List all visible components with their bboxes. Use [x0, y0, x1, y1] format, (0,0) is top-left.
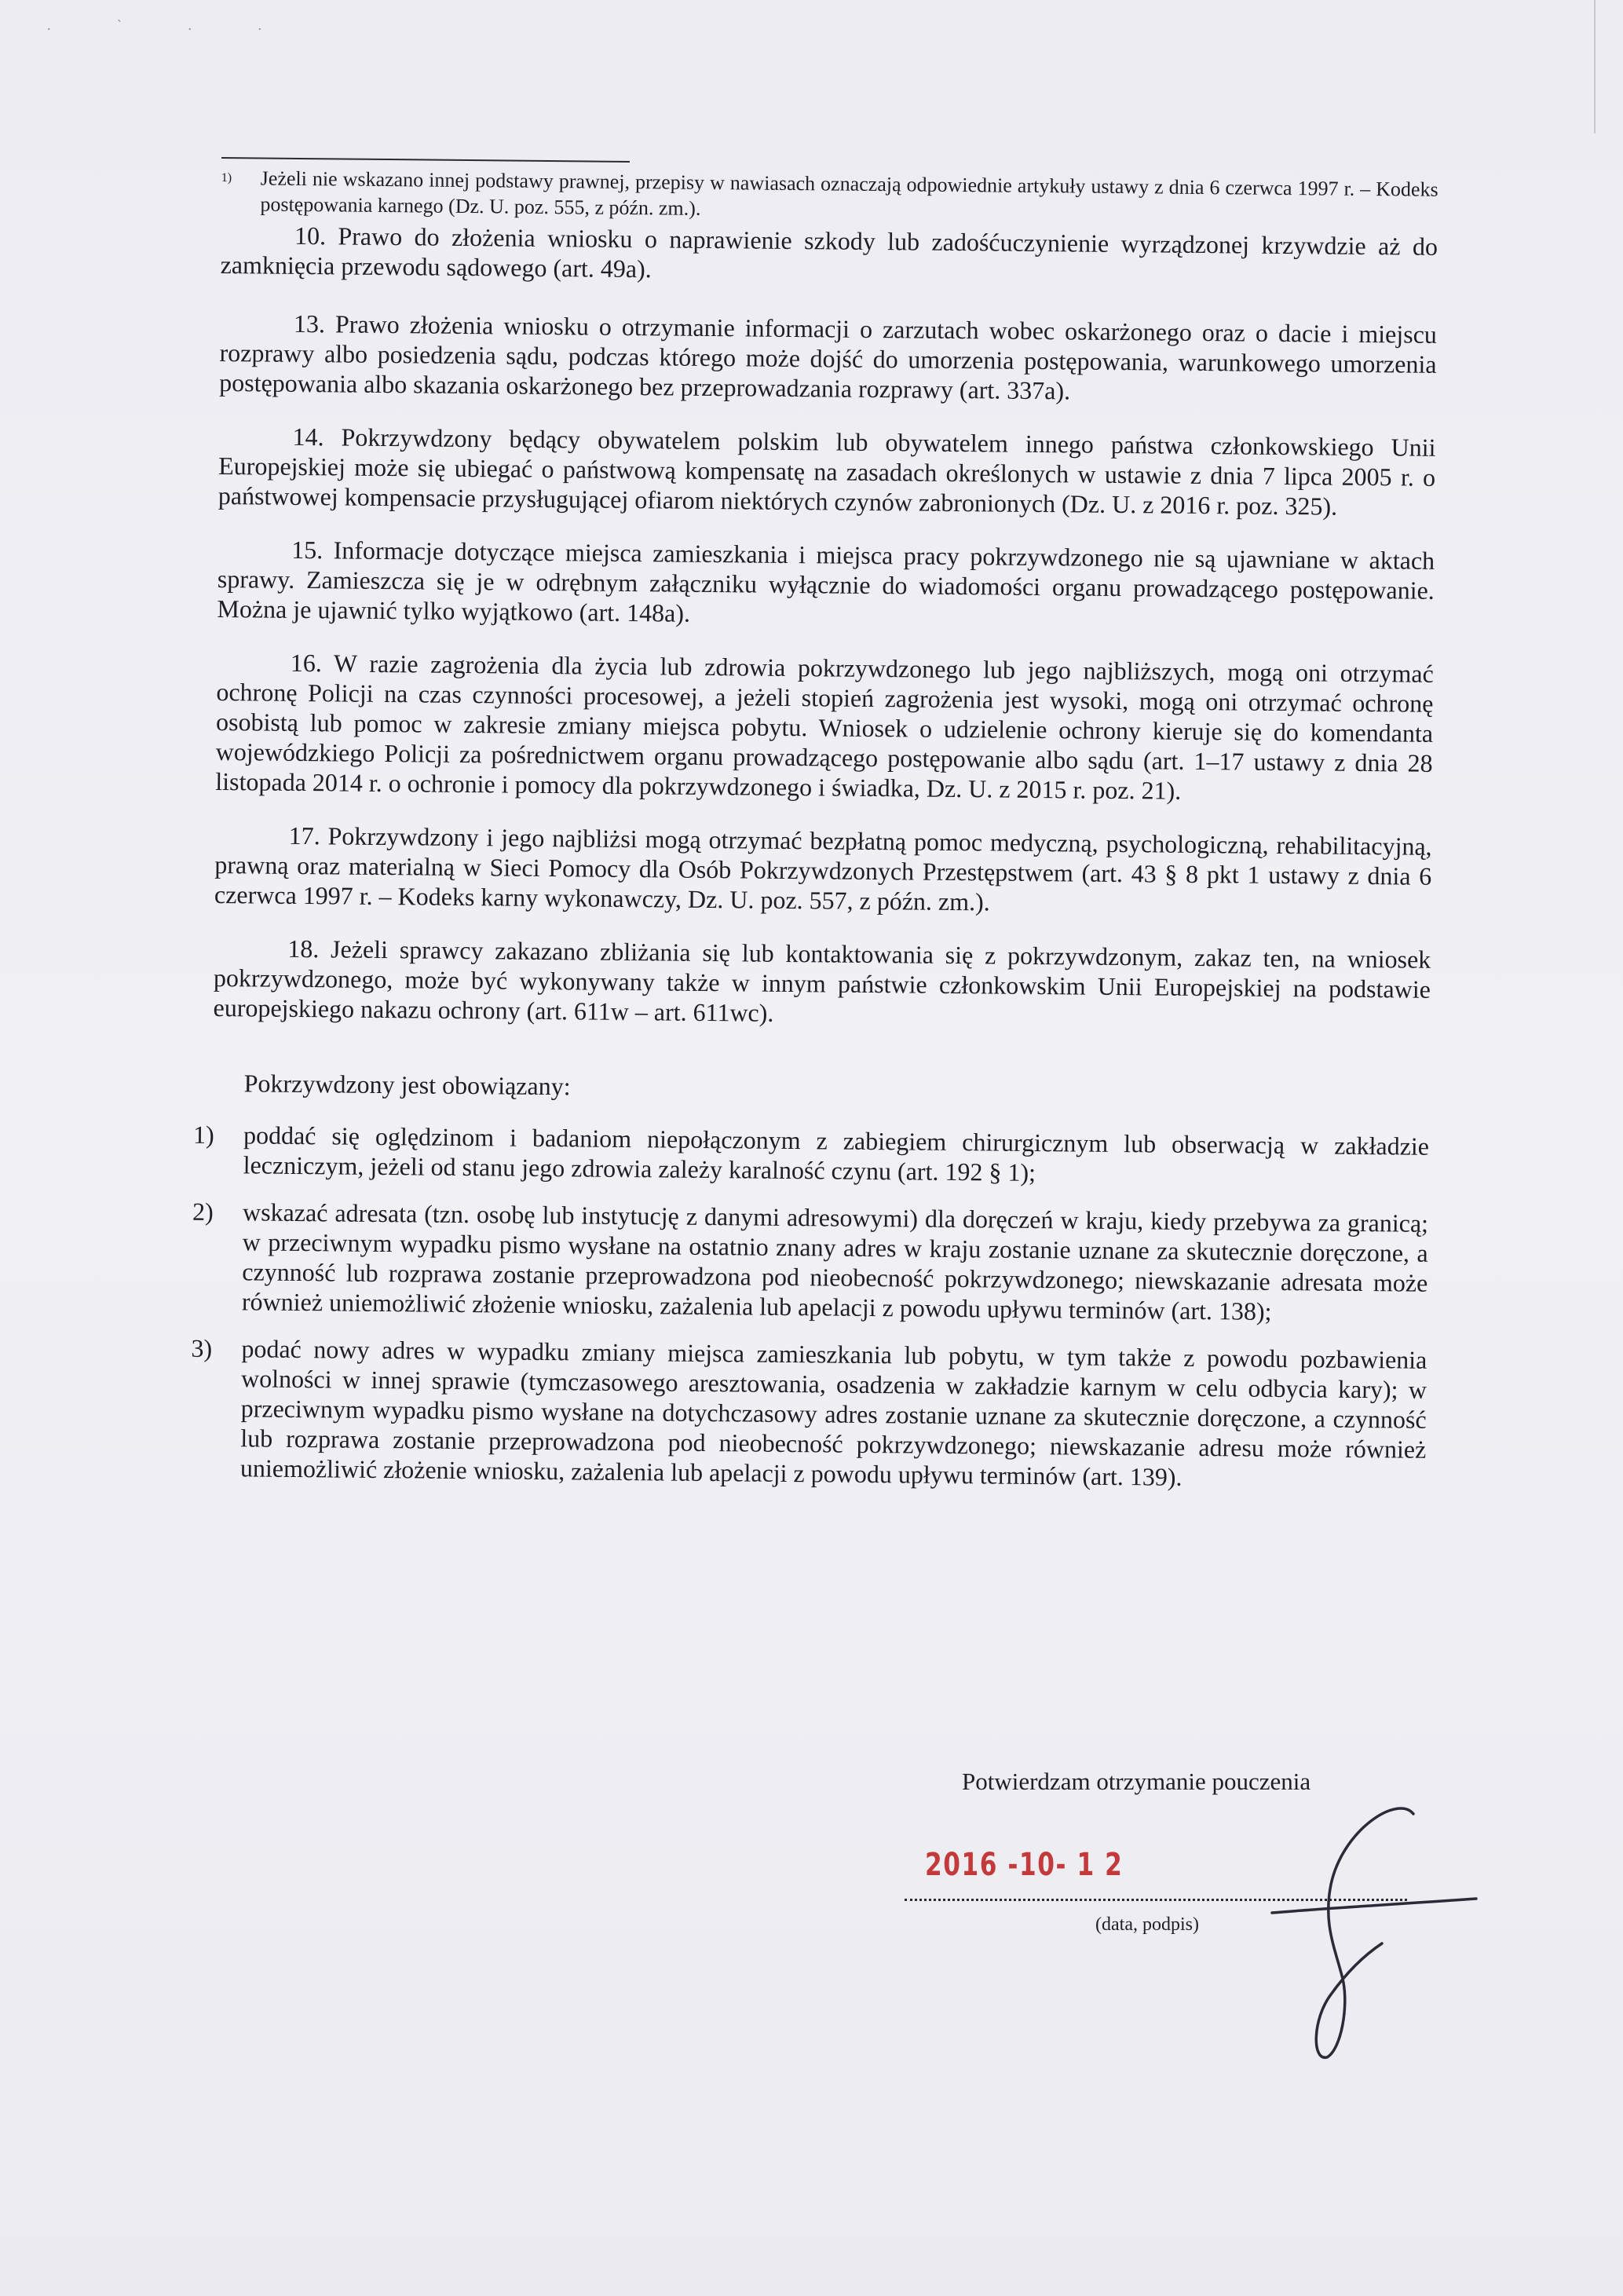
- footnote-rule: [221, 157, 630, 163]
- signature-caption: (data, podpis): [1095, 1914, 1199, 1935]
- handwritten-signature: [1225, 1798, 1484, 2065]
- document-body: [191, 157, 1438, 1512]
- paragraph-16: 16. W razie zagrożenia dla życia lub zdrowia pokrzywdzonego lub jego najbliższych, mogą oni otrzymać ochronę Policji na czas czynności procesowej, a jeżeli stopień zagrożenia jest wysoki, mogą oni otrzymać ochronę osobistą lub pomoc w zakresie zmiany miejsca pobytu. Wniosek o udzielenie ochrony kieruje się do komendanta wojewódzkiego Policji za pośrednictwem organu prowadzącego postępowanie albo sądu (art. 1–17 ustawy z dnia 28 listopada 2014 r. o ochronie i pomocy dla pokrzywdzonego i świadka, Dz. U. z 2015 r. poz. 21).: [215, 648, 1434, 805]
- footnote-text: Jeżeli nie wskazano innej podstawy prawnej, przepisy w nawiasach oznaczają odpowiednie artykuły ustawy z dnia 6 czerwca 1997 r. – Kodeks postępowania karnego (Dz. U. poz. 555, z późn. zm.).: [260, 166, 1438, 220]
- footnote: [221, 165, 1438, 229]
- paragraph-10: 10. Prawo do złożenia wniosku o naprawienie szkody lub zadośćuczynienie wyrządzonej krzywdzie aż do zamknięcia przewodu sądowego (art. 49a).: [220, 221, 1438, 283]
- obligation-item: [190, 1333, 1427, 1494]
- paragraph-17: 17. Pokrzywdzony i jego najbliżsi mogą otrzymać bezpłatną pomoc medyczną, psychologiczną, rehabilitacyjną, prawną oraz materialną w Sieci Pomocy dla Osób Pokrzywdzonych Przestępstwem (art. 43 § 8 pkt 1 ustawy z dnia 6 czerwca 1997 r. – Kodeks karny wykonawczy, Dz. U. poz. 557, z późn. zm.).: [214, 821, 1432, 916]
- obligation-text: wskazać adresata (tzn. osobę lub instytucję z danymi adresowymi) dla doręczeń w kraju, kiedy przebywa za granicą; w przeciwnym wypadku pismo wysłane na ostatnio znany adres w kraju zostanie uznane za skutecznie doręczone, a czynność lub rozprawa zostanie przeprowadzona pod nieobecność pokrzywdzonego; niewskazanie adresata może również uniemożliwić złożenie wniosku, zażalenia lub apelacji z powodu upływu terminów (art. 138);: [241, 1197, 1429, 1325]
- obligation-number: 2): [192, 1197, 214, 1226]
- obligation-number: 1): [192, 1120, 214, 1149]
- paragraph-15: 15. Informacje dotyczące miejsca zamieszkania i miejsca pracy pokrzywdzonego nie są ujawniane w aktach sprawy. Zamieszcza się je w odrębnym załączniku wyłącznie do wiadomości organu prowadzącego postępowanie. Można je ujawnić tylko wyjątkowo (art. 148a).: [217, 535, 1435, 627]
- obligation-text: podać nowy adres w wypadku zmiany miejsca zamieszkania lub pobytu, w tym także z powodu pozbawienia wolności w innej sprawie (tymczasowego aresztowania, osadzenia w zakładzie karnym w celu odbycia kary); w przeciwnym wypadku pismo wysłane na dotychczasowy adres zostanie uznane za skutecznie doręczone, a czynność lub rozprawa zostanie przeprowadzona pod nieobecność pokrzywdzonego; niewskazanie adresu może również uniemożliwić złożenie wniosku, zażalenia lub apelacji z powodu upływu terminów (art. 139).: [239, 1334, 1427, 1491]
- paragraph-13: 13. Prawo złożenia wniosku o otrzymanie informacji o zarzutach wobec oskarżonego oraz o dacie i miejscu rozprawy albo posiedzenia sądu, podczas którego może dojść do umorzenia postępowania, warunkowego umorzenia postępowania albo skazania oskarżonego bez przeprowadzania rozprawy (art. 337a).: [219, 309, 1438, 405]
- obligation-item: [193, 1120, 1430, 1191]
- obligation-item: [192, 1197, 1428, 1328]
- obligations-heading: Pokrzywdzony jest obowiązany:: [243, 1069, 571, 1101]
- receipt-confirmation: Potwierdzam otrzymanie pouczenia: [962, 1768, 1311, 1795]
- obligation-number: 3): [191, 1333, 213, 1362]
- paragraph-18: 18. Jeżeli sprawcy zakazano zbliżania się lub kontaktowania się z pokrzywdzonym, zakaz ten, na wniosek pokrzywdzonego, może być wykonywany także w innym państwie członkowskim Unii Europejskiej na podstawie europejskiego nakazu ochrony (art. 611w – art. 611wc).: [213, 934, 1431, 1027]
- footnote-marker: 1): [221, 170, 232, 185]
- scan-edge-line: [1594, 0, 1596, 133]
- paragraph-14: 14. Pokrzywdzony będący obywatelem polskim lub obywatelem innego państwa członkowskiego Unii Europejskiej może się ubiegać o państwową kompensatę na zasadach określonych w ustawie z dnia 7 lipca 2005 r. o państwowej kompensacie przysługującej ofiarom niektórych czynów zabronionych (Dz. U. z 2016 r. poz. 325).: [217, 422, 1436, 521]
- scan-specks: . ` . .: [47, 17, 293, 33]
- obligation-text: poddać się oględzinom i badaniom niepołączonym z zabiegiem chirurgicznym lub obserwacją w zakładzie leczniczym, jeżeli od stanu jego zdrowia zależy karalność czynu (art. 192 § 1);: [243, 1121, 1430, 1187]
- date-stamp: 2016 -10- 1 2: [925, 1847, 1124, 1883]
